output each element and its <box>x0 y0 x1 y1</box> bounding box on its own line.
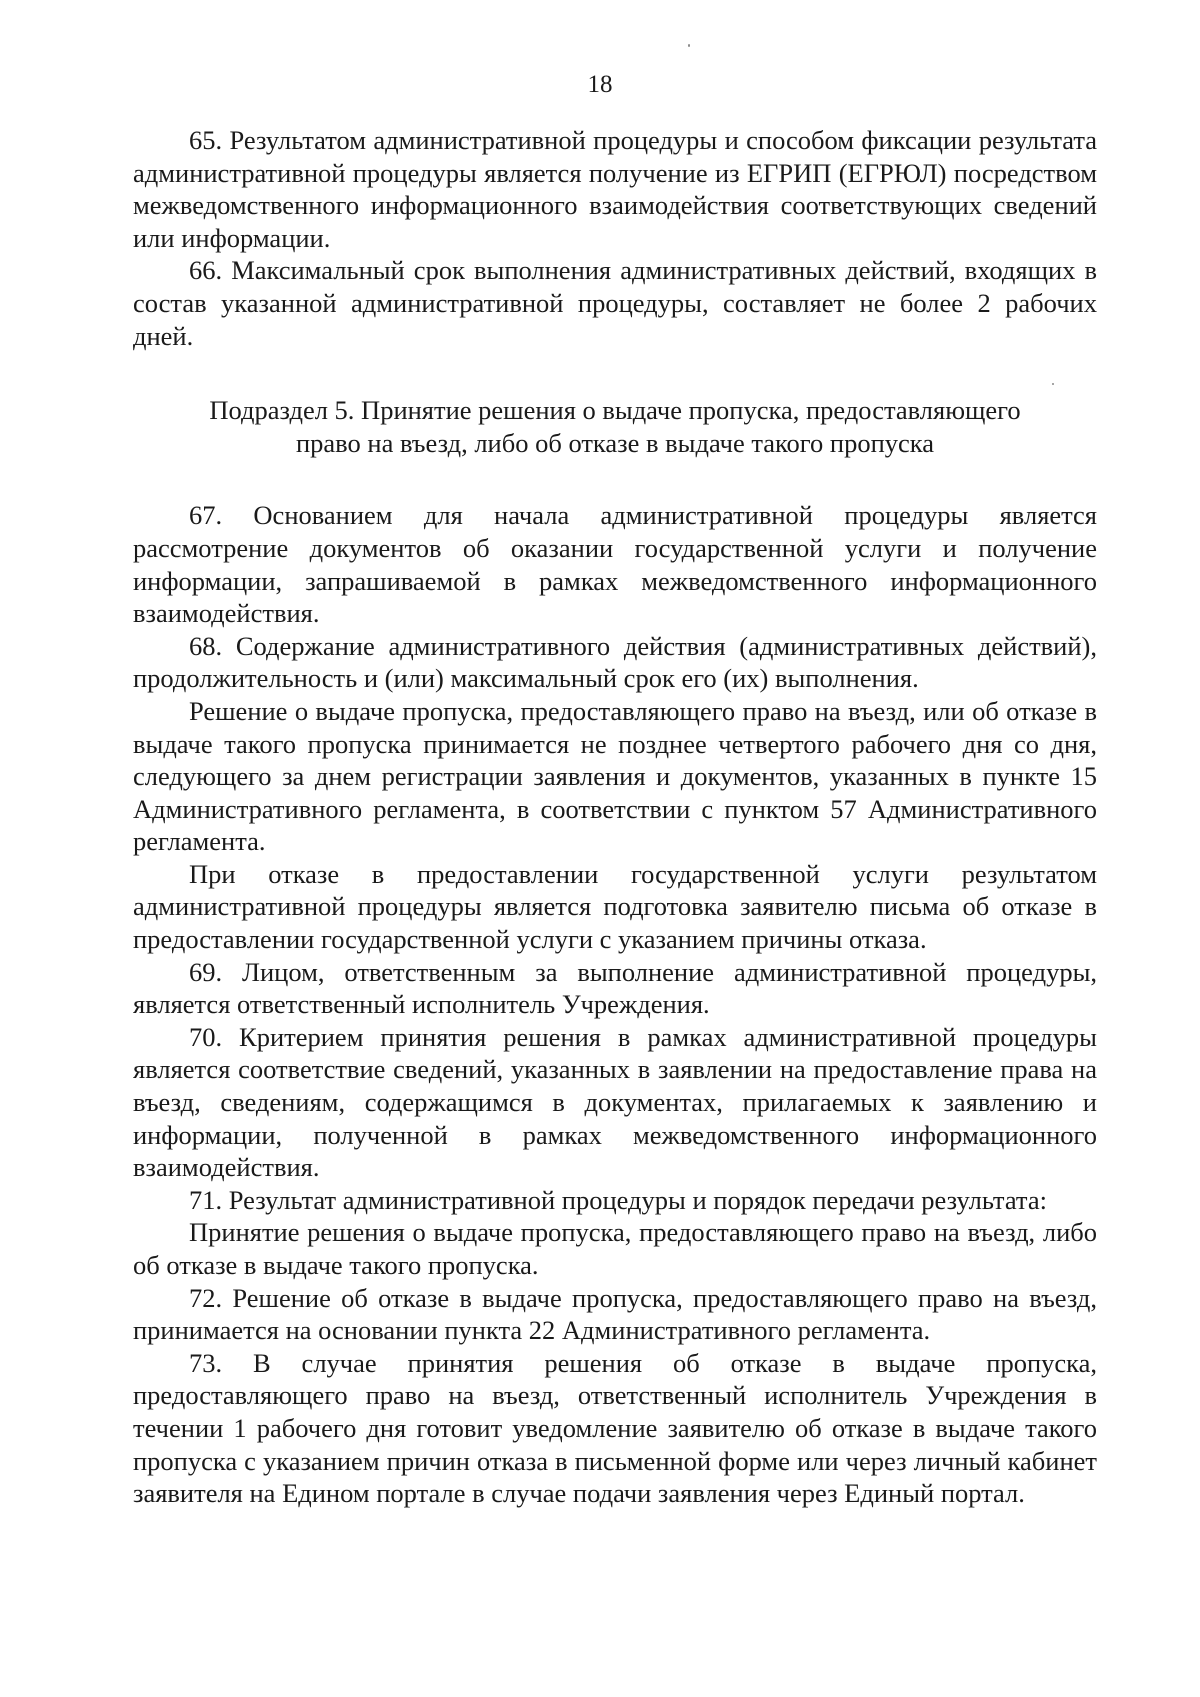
paragraph-65: 65. Результатом административной процедуры и способом фиксации результата административной процедуры является получение из ЕГРИП (ЕГРЮЛ) посредством межведомственного информационного взаимодействия соответствующих сведений или информации. <box>133 125 1097 253</box>
document-body <box>133 124 1097 1510</box>
paragraph-70: 70. Критерием принятия решения в рамках административной процедуры является соответствие сведений, указанных в заявлении на предоставление права на въезд, сведениям, содержащимся в документах, прилагаемых к заявлению и информации, полученной в рамках межведомственного информационного взаимодействия. <box>133 1021 1097 1183</box>
paragraph-73: 73. В случае принятия решения об отказе в выдаче пропуска, предоставляющего право на въезд, ответственный исполнитель Учреждения в течении 1 рабочего дня готовит уведомление заявителю об отказе в выдаче такого пропуска с указанием причин отказа в письменной форме или через личный кабинет заявителя на Едином портале в случае подачи заявления через Единый портал. <box>133 1347 1097 1509</box>
paragraph-68-refusal: При отказе в предоставлении государственной услуги результатом административной процедуры является подготовка заявителю письма об отказе в предоставлении государственной услуги с указанием причины отказа. <box>133 858 1097 955</box>
paragraph-68: 68. Содержание административного действия (административных действий), продолжительность и (или) максимальный срок его (их) выполнения. <box>133 630 1097 694</box>
subsection-heading-line-2: право на въезд, либо об отказе в выдаче такого пропуска <box>295 427 935 458</box>
paragraph-66: 66. Максимальный срок выполнения административных действий, входящих в состав указанной административной процедуры, составляет не более 2 рабочих дней. <box>133 255 1097 351</box>
subsection-heading-line-1: Подраздел 5. Принятие решения о выдаче пропуска, предоставляющего <box>209 395 1021 426</box>
paragraph-68-decision: Решение о выдаче пропуска, предоставляющего право на въезд, или об отказе в выдаче такого пропуска принимается не позднее четвертого рабочего дня со дня, следующего за днем регистрации заявления и документов, указанных в пункте 15 Административного регламента, в соответствии с пунктом 57 Административного регламента. <box>133 695 1097 857</box>
paragraph-67: 67. Основанием для начала административной процедуры является рассмотрение документов об оказании государственной услуги и получение информации, запрашиваемой в рамках межведомственного информационного взаимодействия. <box>133 500 1097 629</box>
page-number: 18 <box>587 71 613 98</box>
paragraph-71: 71. Результат административной процедуры и порядок передачи результата: <box>189 1184 1047 1215</box>
scan-speck <box>1052 383 1054 385</box>
paragraph-71-result: Принятие решения о выдаче пропуска, предоставляющего право на въезд, либо об отказе в выдаче такого пропуска. <box>133 1217 1097 1280</box>
subsection-heading <box>133 394 1097 459</box>
paragraph-72: 72. Решение об отказе в выдаче пропуска, предоставляющего право на въезд, принимается на основании пункта 22 Административного регламента. <box>133 1282 1097 1346</box>
paragraph-69: 69. Лицом, ответственным за выполнение административной процедуры, является ответственный исполнитель Учреждения. <box>133 956 1097 1020</box>
scan-speck <box>688 44 690 47</box>
